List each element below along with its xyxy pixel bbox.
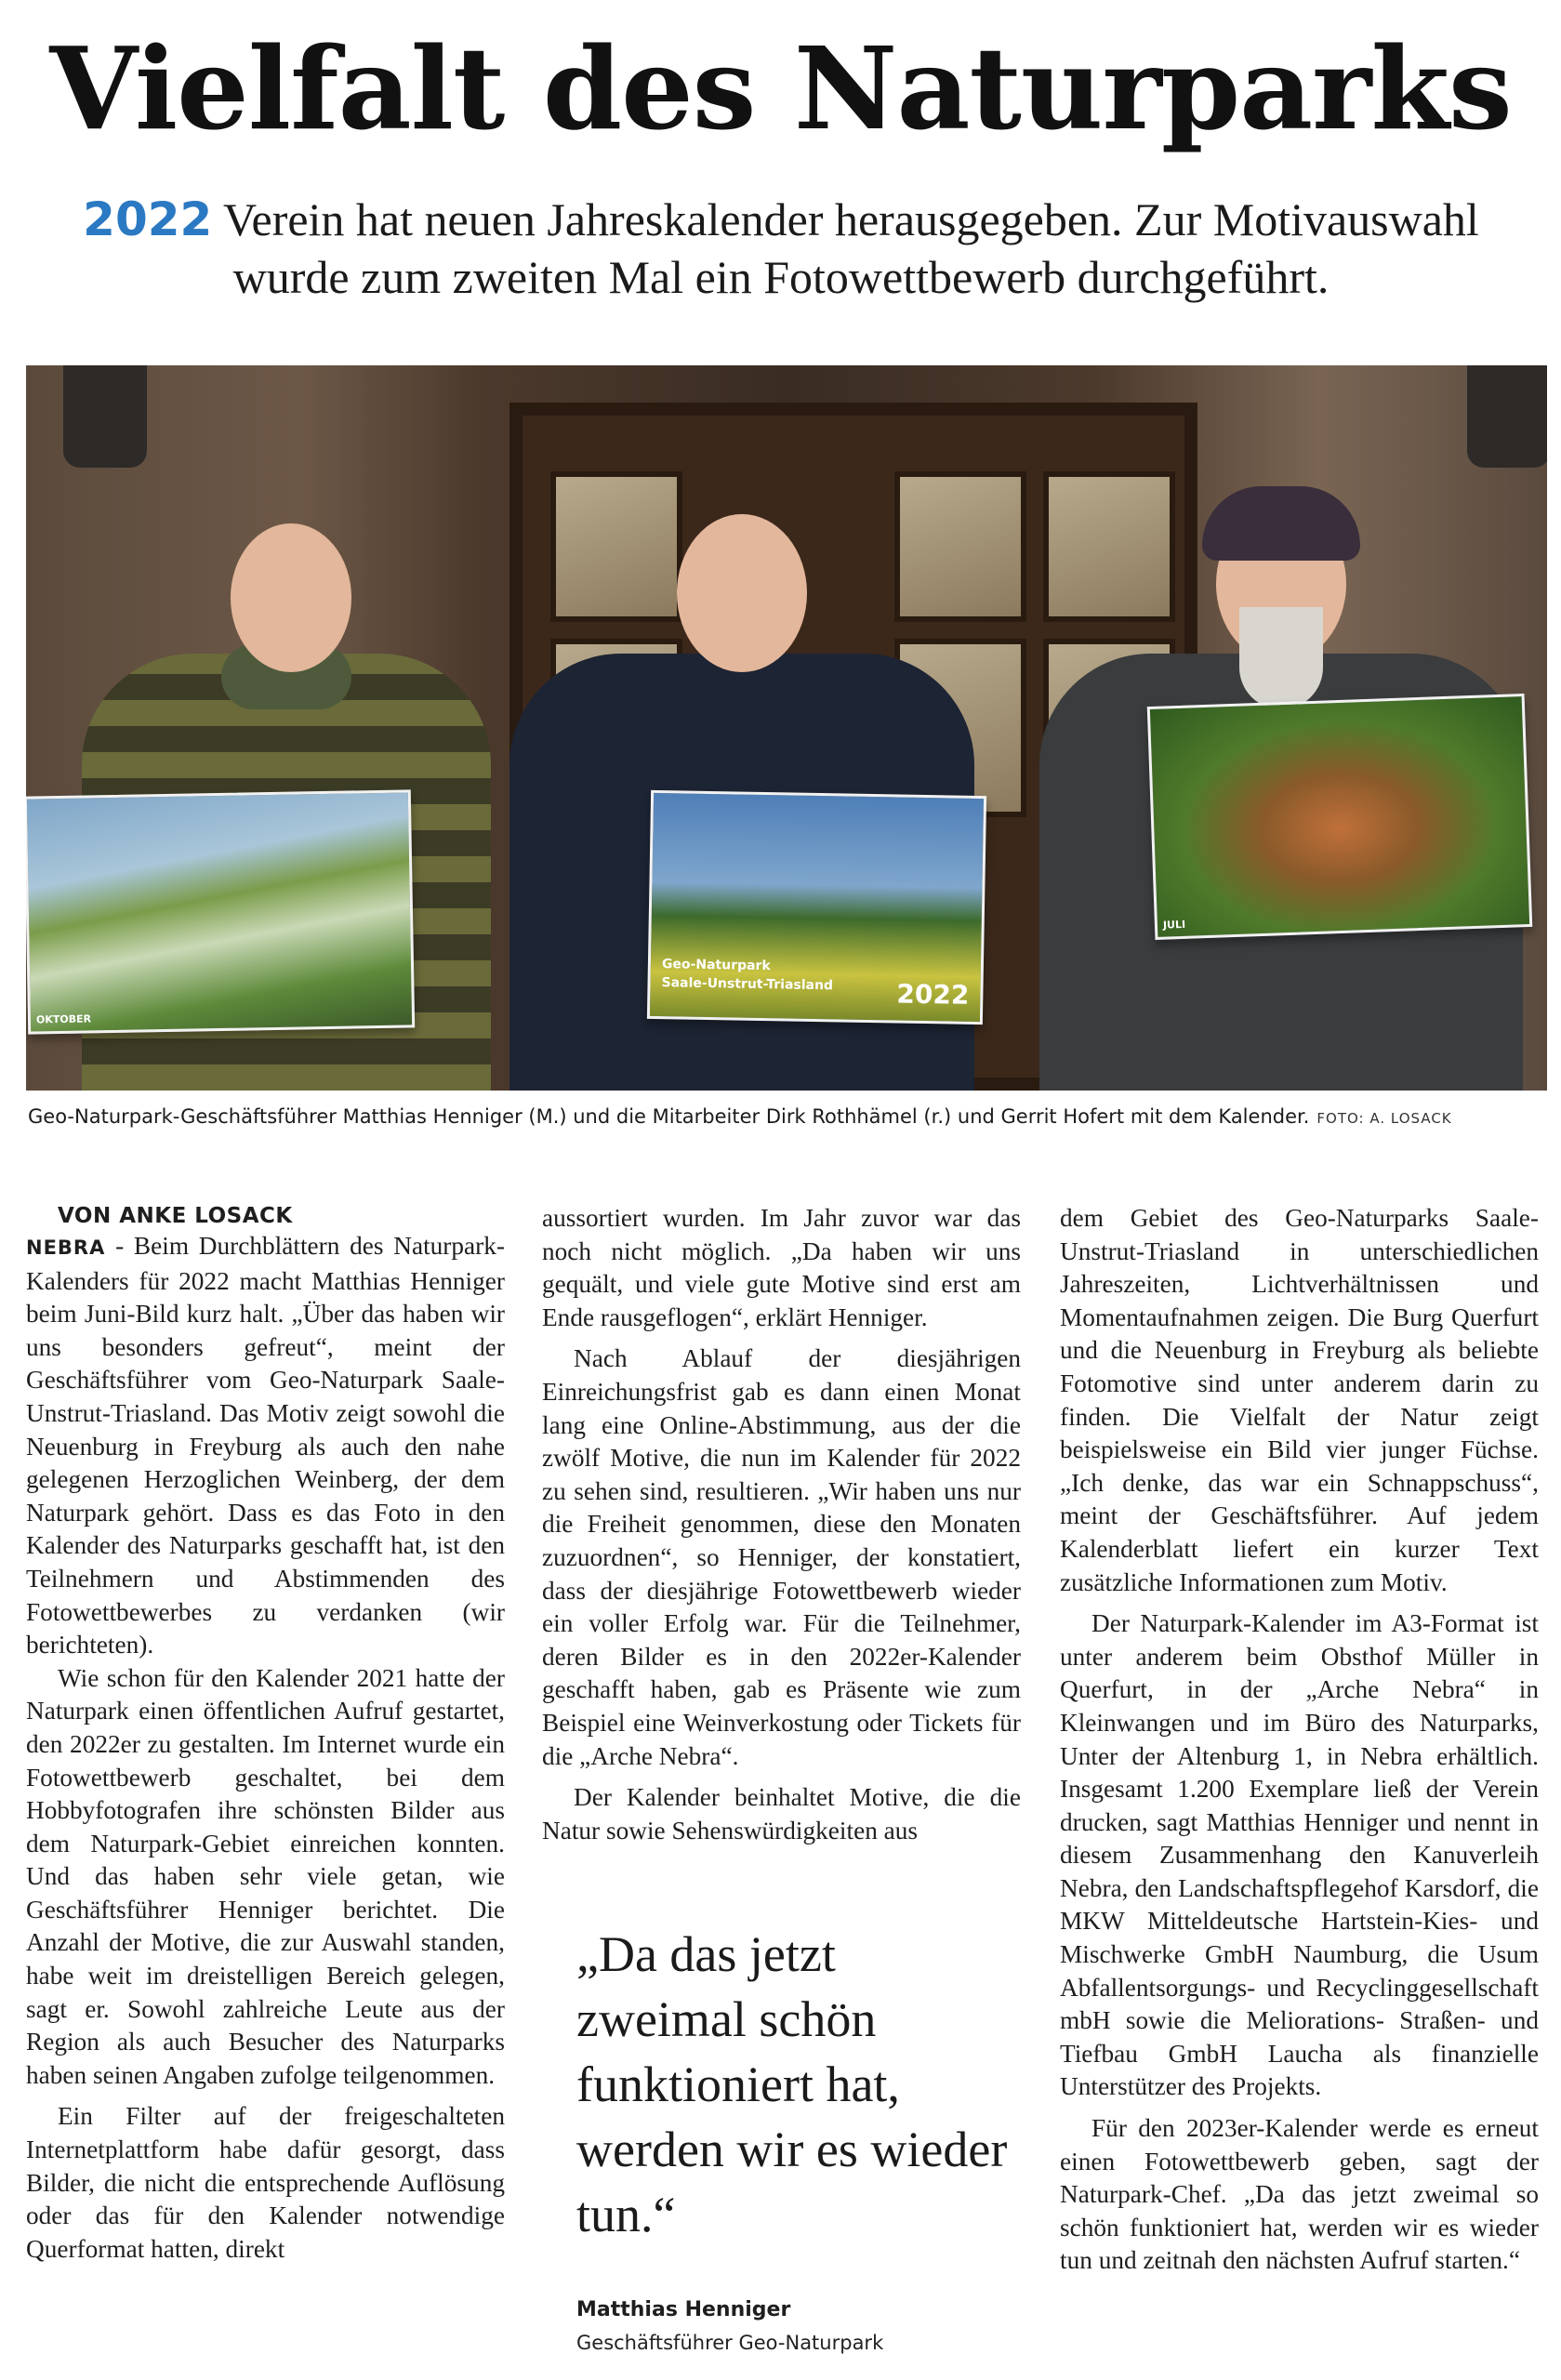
paragraph: Ein Filter auf der freigeschalteten Internetplattform habe dafür gesorgt, dass Bilder, die nicht die entsprechende Auflösung oder das für den Kalender notwendige Querformat hatten, direkt (26, 2102, 505, 2263)
article-column-3 (1060, 1202, 1539, 2278)
calendar-middle (647, 790, 986, 1025)
calendar-title-2: Saale-Unstrut-Triasland (661, 975, 834, 994)
article-photo (26, 365, 1547, 1091)
calendar-title-1: Geo-Naturpark (661, 957, 771, 974)
wall-lamp-right (1467, 365, 1547, 468)
paragraph: NEBRA - Beim Durchblättern des Naturpark-Kalenders für 2022 macht Matthias Henniger beim Juni-Bild kurz halt. „Über das haben wir uns besonders gefreut“, meint der Geschäftsführer vom Geo-Naturpark Saale-Unstrut-Triasland. Das Motiv zeigt sowohl die Neuenburg in Freyburg als auch den nahe gelegenen Herzoglichen Weinberg, der dem Naturpark gehört. Dass es das Foto in den Kalender des Naturparks geschafft hat, ist den Teilnehmern und Abstimmenden des Fotowettbewerbes zu verdanken (wir berichteten). (26, 1232, 505, 1659)
calendar-month-right: JULI (1162, 918, 1186, 932)
paragraph: Der Naturpark-Kalender im A3-Format ist unter anderem beim Obsthof Müller in Querfurt, in der „Arche Nebra“ in Kleinwangen und im Büro des Naturparks, Unter der Altenburg 1, in Nebra erhältlich. Insgesamt 1.200 Exemplare ließ der Verein drucken, sagt Matthias Henniger und nennt in diesem Zusammenhang den Kanuverleih Nebra, den Landschaftspflegehof Karsdorf, die MKW Mitteldeutsche Hartstein-Kies- und Mischwerke GmbH Naumburg, die Usum Abfallentsorgungs- und Recyclinggesellschaft mbH sowie die Meliorations- Straßen- und Tiefbau GmbH Laucha als finanzielle Unterstützer des Projekts. (1060, 1609, 1539, 2101)
subhead-text: Verein hat neuen Jahreskalender herausgegeben. Zur Motivauswahl wurde zum zweiten Mal ein Fotowettbewerb durchgeführt. (222, 193, 1479, 303)
paragraph: Nach Ablauf der diesjährigen Einreichungsfrist gab es dann einen Monat lang eine Online-Abstimmung, aus der die zwölf Motive, die nun im Kalender für 2022 zu sehen sind, resultieren. „Wir haben uns nur die Freiheit genommen, diese den Monaten zuzuordnen“, so Henniger, der konstatiert, dass der diesjährige Fotowettbewerb wieder ein voller Erfolg war. Für die Teilnehmer, deren Bilder es in den 2022er-Kalender geschafft haben, gab es Präsente wie zum Beispiel eine Weinverkostung oder Tickets für die „Arche Nebra“. (542, 1344, 1021, 1770)
photo-caption (28, 1103, 1543, 1132)
quote-author: Matthias Henniger (576, 2298, 791, 2321)
pull-quote: „Da das jetzt zweimal schön funktioniert hat, werden wir es wieder tun.“ (576, 1926, 1008, 2242)
calendar-right (1147, 694, 1533, 940)
article-column-2 (542, 1202, 1021, 1847)
headline: Vielfalt des Naturparks (49, 21, 1512, 155)
photo-credit: FOTO: A. LOSACK (1316, 1110, 1452, 1127)
paragraph: Wie schon für den Kalender 2021 hatte der Naturpark einen öffentlichen Aufruf gestartet, den 2022er zu gestalten. Im Internet wurde ein Fotowettbewerb geschaltet, bei dem Hobbyfotografen ihre schönsten Bilder aus dem Naturpark-Gebiet einreichen konnten. Und das haben sehr viele getan, wie Geschäftsführer Henniger berichtet. Die Anzahl der Motive, die zur Auswahl standen, habe weit im dreistelligen Bereich gelegen, sagt er. Sowohl zahlreiche Leute aus der Region als auch Besucher des Naturparks haben seinen Angaben zufolge teilgenommen. (26, 1663, 505, 2089)
article-column-1 (26, 1202, 505, 2266)
paragraph: dem Gebiet des Geo-Naturparks Saale-Unstrut-Triasland in unterschiedlichen Jahreszeiten, Lichtverhältnissen und Momentaufnahmen zeigen. Die Burg Querfurt und die Neuenburg in Freyburg als beliebte Fotomotive sind unter anderem darin zu finden. Die Vielfalt der Natur zeigt beispielsweise ein Bild vier junger Füchse. „Ich denke, das war ein Schnappschuss“, meint der Geschäftsführer. Auf jedem Kalenderblatt liefert ein kurzer Text zusätzliche Informationen zum Motiv. (1060, 1204, 1539, 1596)
paragraph: Der Kalender beinhaltet Motive, die die Natur sowie Sehenswürdigkeiten aus (542, 1783, 1021, 1844)
paragraph: aussortiert wurden. Im Jahr zuvor war das noch nicht möglich. „Da haben wir uns gequält, und viele gute Motive sind erst am Ende rausgeflogen“, erklärt Henniger. (542, 1204, 1021, 1331)
wall-lamp-left (63, 365, 147, 468)
paragraph: Für den 2023er-Kalender werde es erneut einen Fotowettbewerb geben, sagt der Naturpark-Chef. „Da das jetzt zweimal so schön funktioniert hat, werden wir es wieder tun und zeitnah den nächsten Aufruf starten.“ (1060, 2114, 1539, 2275)
calendar-month-left: OKTOBER (35, 1012, 92, 1026)
quote-role: Geschäftsführer Geo-Naturpark (576, 2332, 884, 2354)
calendar-year: 2022 (896, 978, 970, 1011)
byline: VON ANKE LOSACK (58, 1204, 293, 1228)
dateline: NEBRA (26, 1236, 106, 1259)
subhead-year: 2022 (83, 192, 213, 246)
calendar-left (26, 789, 415, 1034)
subheadline (56, 191, 1506, 306)
caption-text: Geo-Naturpark-Geschäftsführer Matthias Henniger (M.) und die Mitarbeiter Dirk Rothhämel (r.) und Gerrit Hofert mit dem Kalender. (28, 1105, 1310, 1128)
